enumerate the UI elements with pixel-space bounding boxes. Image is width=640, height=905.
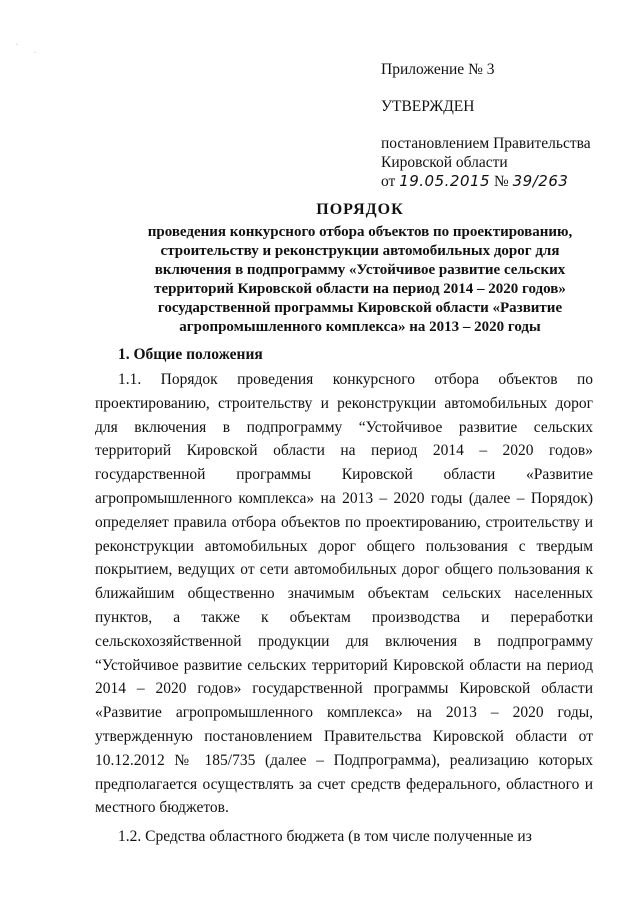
approval-block	[381, 60, 591, 191]
decree-line-1: постановлением Правительства	[381, 135, 591, 152]
appendix-label: Приложение № 3	[381, 61, 495, 78]
scan-speck: ·	[34, 50, 36, 56]
body-text	[95, 368, 593, 849]
decree-date: 19.05.2015	[399, 172, 491, 190]
from-label: от	[381, 173, 396, 190]
title-line: включения в подпрограмму «Устойчивое развитие сельских	[154, 262, 566, 278]
title-line: строительству и реконструкции автомобильных дорог для	[160, 243, 560, 259]
title-line: государственной программы Кировской области «Развитие	[157, 300, 563, 316]
paragraph-1-2: 1.2. Средства областного бюджета (в том числе полученные из	[118, 828, 532, 846]
paragraph-1-1: 1.1. Порядок проведения конкурсного отбора объектов по проектированию, строительству и реконструкции автомобильных дорог для включения в подпрограмму “Устойчивое развитие сельских территорий Кировской области на период 2014 – 2020 годов» государственной программы Кировской области «Развитие агропромышленного комплекса» на 2013 – 2020 годы (далее – Порядок) определяет правила отбора объектов по проектированию, строительству и реконструкции автомобильных дорог общего пользования с твердым покрытием, ведущих от сети автомобильных дорог общего пользования к ближайшим общественно значимым объектам сельских населенных пунктов, а также к объектам производства и переработки сельскохозяйственной продукции для включения в подпрограмму “Устойчивое развитие сельских территорий Кировской области на период 2014 – 2020 годов» государственной программы Кировской области «Развитие агропромышленного комплекса» на 2013 – 2020 годы, утвержденную постановлением Правительства Кировской области от 10.12.2012 № 185/735 (далее – Подпрограмма), реализацию которых предполагается осуществлять за счет средств федерального, областного и местного бюджетов.	[95, 371, 593, 817]
number-label: №	[493, 173, 509, 190]
title-line: проведения конкурсного отбора объектов по проектированию,	[147, 224, 573, 240]
scan-speck: ·	[16, 42, 18, 48]
title-line: агропромышленного комплекса» на 2013 – 2020 годы	[179, 319, 541, 335]
document-title	[95, 200, 625, 337]
title-main: ПОРЯДОК	[316, 201, 404, 218]
decree-number: 39/263	[512, 172, 569, 190]
decree-date-line	[381, 172, 591, 191]
title-line: территорий Кировской области на период 2014 – 2020 годов»	[154, 281, 566, 297]
decree-line-2: Кировской области	[381, 154, 508, 171]
approved-label: УТВЕРЖДЕН	[381, 98, 475, 115]
section-heading: 1. Общие положения	[118, 346, 263, 363]
